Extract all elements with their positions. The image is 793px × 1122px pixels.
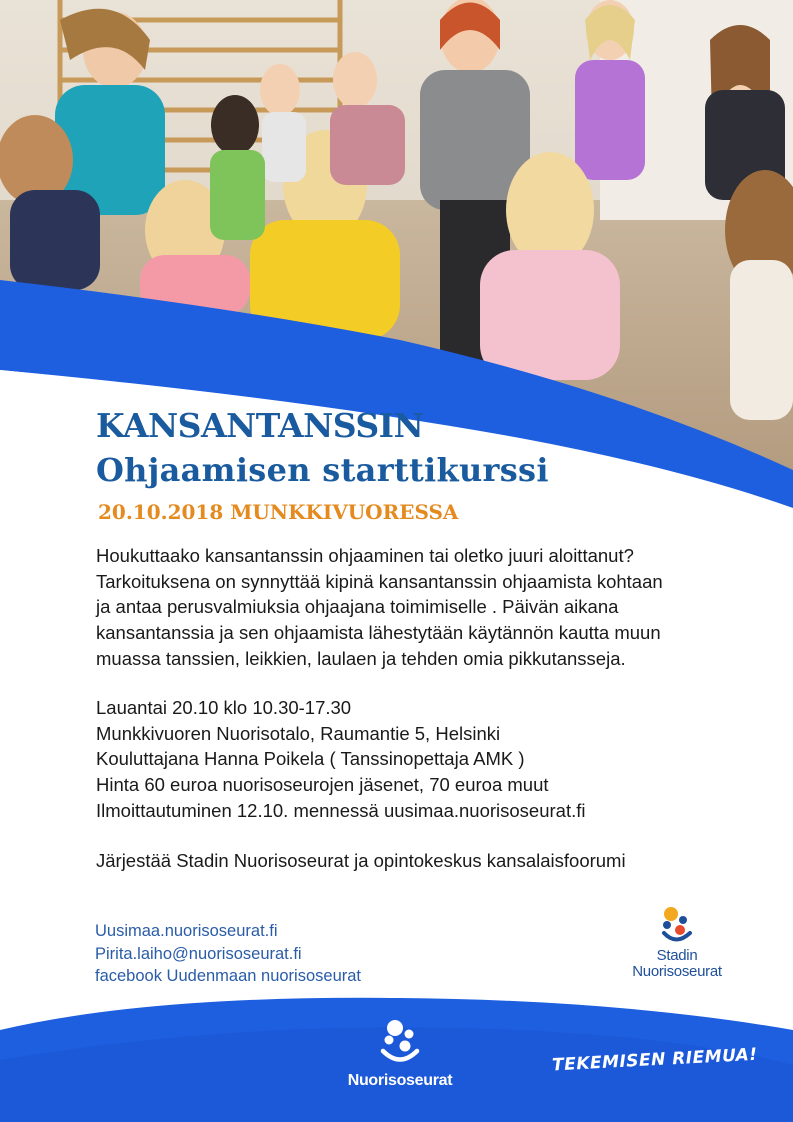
contact-info <box>95 920 361 988</box>
facebook-link[interactable]: facebook Uudenmaan nuorisoseurat <box>95 967 362 985</box>
stadin-logo-line2: Nuorisoseurat <box>632 963 722 980</box>
intro-paragraph <box>96 543 736 672</box>
event-details <box>96 695 736 824</box>
intro-line: Tarkoituksena on synnyttää kipinä kansantanssin ohjaamista kohtaan <box>96 570 663 592</box>
slogan: TEKEMISEN RIEMUA! <box>551 1044 759 1076</box>
stadin-nuorisoseurat-logo <box>622 906 732 980</box>
website-link[interactable]: Uusimaa.nuorisoseurat.fi <box>95 922 278 940</box>
organizer-text: Järjestää Stadin Nuorisoseurat ja opintokeskus kansalaisfoorumi <box>96 850 626 871</box>
organizer <box>96 848 736 874</box>
title-line-1: KANSANTANSSIN <box>96 406 424 445</box>
nuorisoseurat-logo <box>330 1018 470 1090</box>
intro-line: Houkuttaako kansantanssin ohjaaminen tai oletko juuri aloittanut? <box>96 545 634 566</box>
event-date-location: 20.10.2018 MUNKKIVUORESSA <box>98 500 459 524</box>
detail-venue: Munkkivuoren Nuorisotalo, Raumantie 5, Helsinki <box>96 722 501 744</box>
intro-line: kansantanssia ja sen ohjaamista lähestytään käytännön kautta muun <box>96 622 661 644</box>
detail-time: Lauantai 20.10 klo 10.30-17.30 <box>96 697 352 718</box>
detail-registration: Ilmoittautuminen 12.10. mennessä uusimaa.nuorisoseurat.fi <box>96 799 586 821</box>
nuorisoseurat-logo-icon <box>375 1018 425 1066</box>
detail-trainer: Kouluttajana Hanna Poikela ( Tanssinopettaja AMK ) <box>96 748 525 770</box>
title-line-2: Ohjaamisen starttikurssi <box>96 451 549 489</box>
email-link[interactable]: Pirita.laiho@nuorisoseurat.fi <box>95 944 302 963</box>
detail-price: Hinta 60 euroa nuorisoseurojen jäsenet, 70 euroa muut <box>96 774 549 796</box>
stadin-logo-line1: Stadin <box>656 947 698 964</box>
intro-line: ja antaa perusvalmiuksia ohjaajana toimimiselle . Päivän aikana <box>96 596 619 618</box>
stadin-logo-icon <box>652 906 702 944</box>
intro-line: muassa tanssien, leikkien, laulaen ja tehden omia pikkutansseja. <box>96 647 626 669</box>
nuorisoseurat-logo-text: Nuorisoseurat <box>347 1072 453 1089</box>
